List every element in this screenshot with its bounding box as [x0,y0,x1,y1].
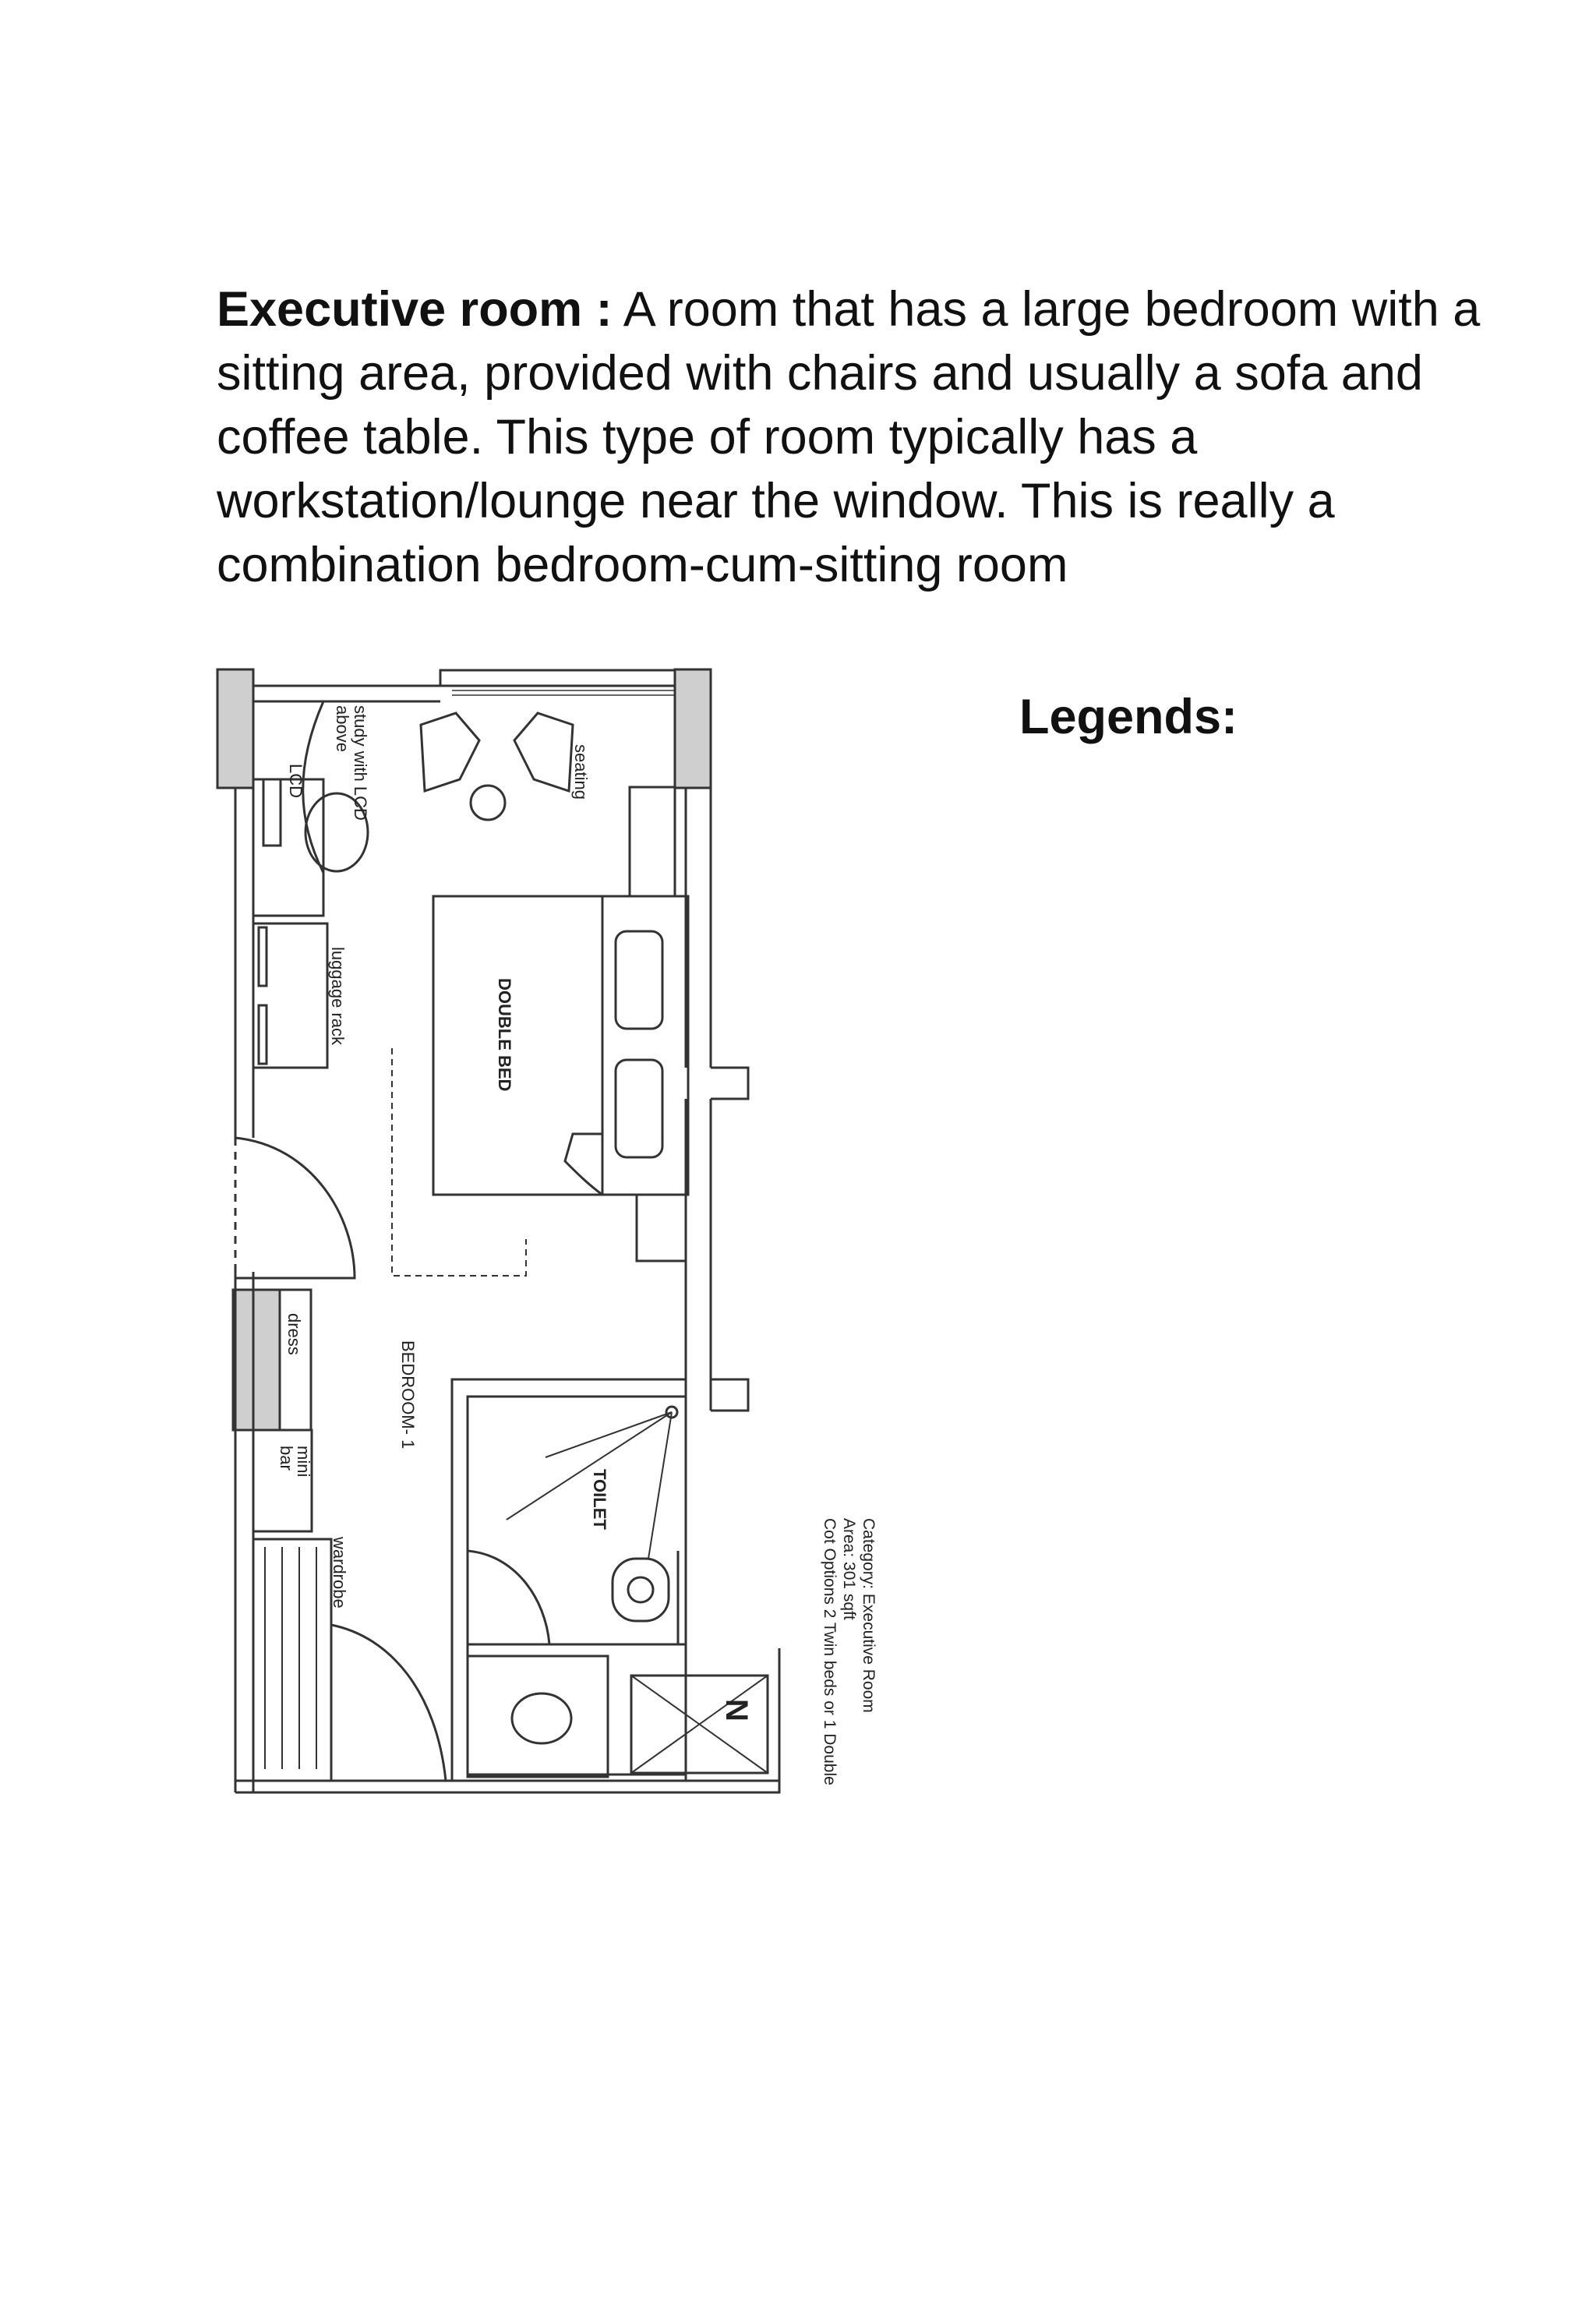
side-closet [630,787,675,896]
wall-column-top-left [217,669,253,788]
bathroom-outline [452,1379,686,1781]
dress-unit [280,1290,311,1430]
north-icon: N [719,1699,754,1722]
label-mini: mini [294,1446,313,1478]
coffee-table [471,786,505,820]
legend-heading: Legends: [1019,690,1238,744]
label-bedroom: BEDROOM- 1 [398,1340,418,1450]
bathroom-door-swing [468,1551,549,1644]
luggage-rack-inner [259,927,267,986]
entrance-door-swing [235,1138,355,1278]
pillow-bottom [616,1060,662,1157]
info-area: Area: 301 sqft [840,1518,858,1620]
luggage-rack [253,923,327,1068]
wardrobe-door-swing [331,1625,446,1781]
seating-chair-left [421,713,479,791]
shaft-cross [631,1676,768,1773]
label-seating: seating [571,744,591,800]
wall-column-dress [233,1290,280,1430]
outer-wall-left [235,686,253,1792]
label-study: study with LCD [351,705,370,821]
intro-body: A room that has a large bedroom with a sitting area, provided with chairs and usually a sofa and coffee table. This type of room typically has a workstation/lounge near the window. This is really a combination bedroom-cum-sitting room [217,282,1481,592]
outer-wall-top [253,670,675,701]
bed-fold [565,1134,602,1195]
toilet-bowl [613,1559,669,1621]
label-wardrobe: wardrobe [330,1537,349,1609]
basin-counter [468,1656,608,1777]
shower-lines [507,1412,672,1559]
label-mini-2: bar [277,1446,296,1471]
wall-column-top-right [675,669,711,788]
intro-term: Executive room : [217,282,613,337]
toilet-partition [468,1551,686,1644]
bedside-table [637,1195,686,1261]
label-toilet: TOILET [590,1469,609,1530]
label-lcd: LCD [286,764,305,799]
label-double-bed: DOUBLE BED [495,978,514,1092]
label-study-2: above [333,705,352,752]
lcd-screen [263,779,281,846]
double-bed [433,896,602,1195]
info-category: Category: Executive Room [860,1518,877,1713]
pillow-top [616,931,662,1029]
label-luggage: luggage rack [328,947,348,1045]
window-line [452,690,675,695]
info-cot: Cot Options 2 Twin beds or 1 Double [821,1518,839,1785]
luggage-rack-inner-2 [259,1005,267,1064]
toilet-seat [628,1577,653,1602]
seating-chair-right [514,713,573,791]
label-dress: dress [284,1313,304,1355]
outer-wall-right [686,788,748,1411]
basin [512,1693,571,1743]
wardrobe-hangers [265,1547,316,1769]
